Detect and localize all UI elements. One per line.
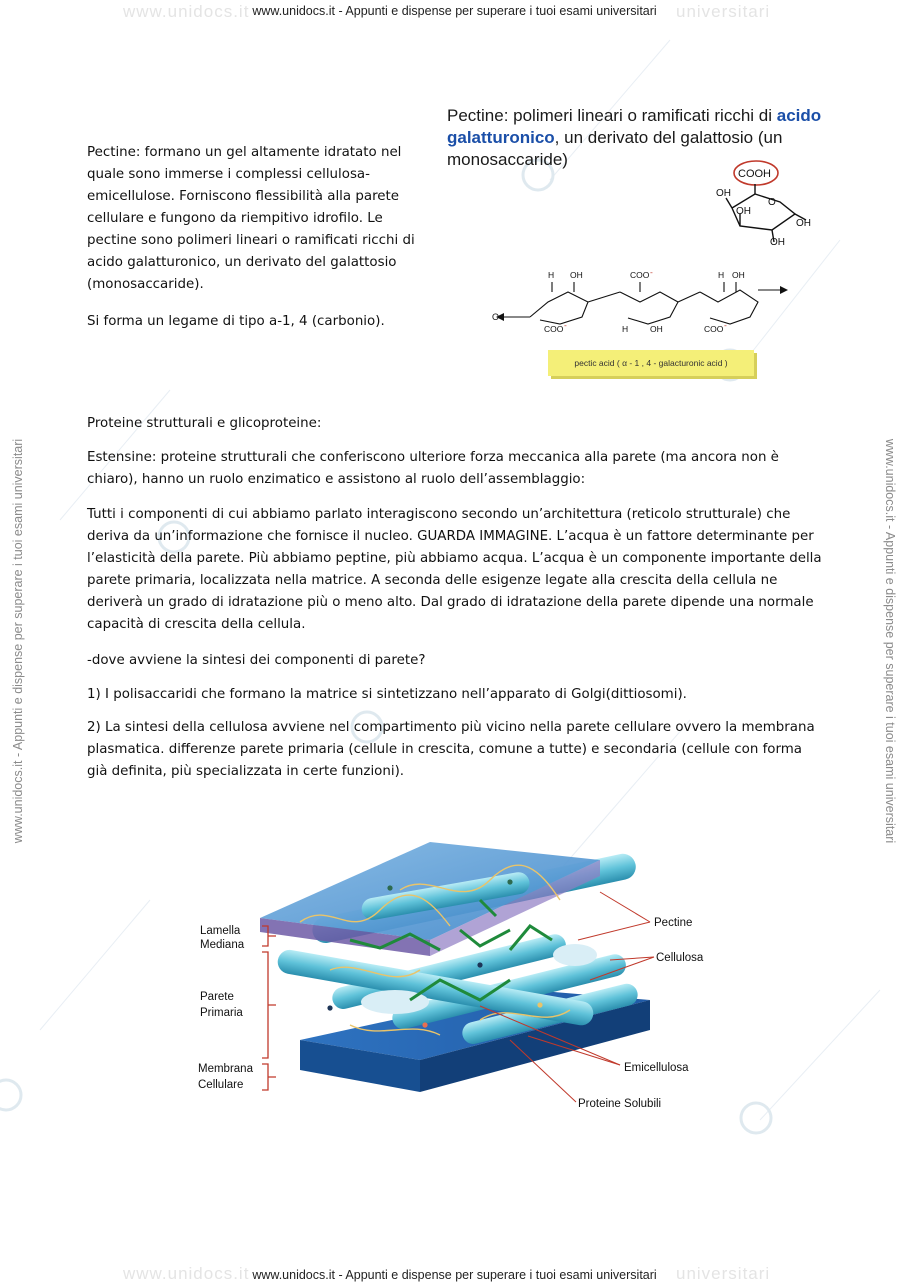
- paragraph-cellulosa: 2) La sintesi della cellulosa avviene nel compartimento più vicino nella parete cellulare ovvero la membrana plasmatica. differenze parete primaria (cellule in crescita, comune a tutte) e secondaria (cellule con forma già definita, più specializzata in certe funzioni).: [87, 720, 815, 779]
- ghost-watermark-bottom-left: www.unidocs.it: [123, 1264, 250, 1283]
- pectine-paragraph: Pectine: formano un gel altamente idratato nel quale sono immerse i complessi cellulosa-emicellulose. Forniscono flessibilità alla parete cellulare e fungono da riempitivo idrofilo. Le pectine sono polimeri lineari o ramificati ricchi di acido galatturonico, un derivato del galattosio (monosaccaride).: [87, 145, 415, 292]
- chain-minus-2: -: [564, 320, 567, 330]
- chain-coo-1: COO: [630, 270, 650, 280]
- logo-icon: [741, 1103, 771, 1133]
- pectic-acid-caption: pectic acid ( α - 1 , 4 - galacturonic acid ): [548, 350, 754, 376]
- chain-h-3: H: [622, 324, 629, 334]
- paragraph-estensine: Estensine: proteine strutturali che conferiscono ulteriore forza meccanica alla parete (ma ancora non è chiaro), hanno un ruolo enzimatico e assistono al ruolo dell’assemblaggio:: [87, 450, 779, 487]
- ring-oxygen: O: [768, 197, 776, 208]
- section-heading: Proteine strutturali e glicoproteine:: [87, 416, 322, 431]
- label-lamella-1: Lamella: [200, 925, 241, 937]
- cell-wall-diagram: [180, 830, 740, 1120]
- pectic-acid-chain: [490, 262, 800, 342]
- label-membrana-2: Cellulare: [198, 1079, 244, 1091]
- galacturonic-acid-structure: [700, 158, 850, 258]
- chain-minus-1: -: [650, 267, 653, 277]
- side-watermark-right: www.unidocs.it - Appunti e dispense per superare i tuoi esami universitari: [883, 438, 897, 844]
- chain-coo-3: COO: [704, 324, 724, 334]
- paragraph-golgi: 1) I polisaccaridi che formano la matrice si sintetizzano nell’apparato di Golgi(dittiosomi).: [87, 687, 687, 702]
- chain-oh-1: OH: [570, 270, 583, 280]
- label-pectine: Pectine: [654, 917, 693, 929]
- footer-watermark: www.unidocs.it - Appunti e dispense per superare i tuoi esami universitari: [252, 1268, 657, 1282]
- label-parete-2: Primaria: [200, 1007, 243, 1019]
- header-watermark: www.unidocs.it - Appunti e dispense per superare i tuoi esami universitari: [252, 4, 657, 18]
- cooh-label: COOH: [738, 168, 771, 180]
- chain-minus-3: -: [724, 320, 727, 330]
- oh-label-3: OH: [796, 218, 811, 229]
- label-parete-1: Parete: [200, 991, 234, 1003]
- label-proteine-solubili: Proteine Solubili: [578, 1098, 662, 1110]
- label-lamella-2: Mediana: [200, 939, 245, 951]
- chain-oh-3: OH: [650, 324, 663, 334]
- oh-label-2: OH: [736, 206, 751, 217]
- paragraph-architettura: Tutti i componenti di cui abbiamo parlato interagiscono secondo un’architettura (reticolo strutturale) che deriva da un’informazione che fornisce il nucleo. GUARDA IMMAGINE. L’acqua è un fattore determinante per l’elasticità della parete. Più abbiamo peptine, più abbiamo acqua. L’acqua è un componente importante della parete primaria, localizzata nella matrice. A seconda delle esigenze legate alla crescita della cellula ne deriverà un grado di idratazione più o meno alto. Dal grado di idratazione della parete dipende una normale capacità di crescita della cellula.: [87, 507, 822, 632]
- title-highlight: acido galatturonico: [447, 106, 822, 147]
- chain-h-1: H: [548, 270, 555, 280]
- bond-paragraph: Si forma un legame di tipo a-1, 4 (carbonio).: [87, 314, 385, 329]
- oh-label-1: OH: [716, 188, 731, 199]
- ghost-watermark-bottom-right: universitari: [676, 1264, 771, 1283]
- logo-icon: [0, 1080, 21, 1110]
- ghost-watermark-top-left: www.unidocs.it: [123, 2, 250, 21]
- label-membrana-1: Membrana: [198, 1063, 253, 1075]
- chain-h-2: H: [718, 270, 725, 280]
- title-part-2: , un derivato del galattosio (un monosaccaride): [447, 128, 783, 169]
- title-part-1: Pectine: polimeri lineari o ramificati ricchi di: [447, 106, 773, 125]
- label-emicellulosa: Emicellulosa: [624, 1062, 689, 1074]
- side-watermark-left: www.unidocs.it - Appunti e dispense per superare i tuoi esami universitari: [11, 438, 25, 844]
- oh-label-4: OH: [770, 237, 785, 248]
- brackets: [262, 926, 276, 1090]
- paragraph-question: -dove avviene la sintesi dei componenti di parete?: [87, 653, 426, 668]
- label-cellulosa: Cellulosa: [656, 952, 704, 964]
- chain-o-left: O: [492, 312, 500, 322]
- ghost-watermark-top-right: universitari: [676, 2, 771, 21]
- chain-coo-2: COO: [544, 324, 564, 334]
- chain-oh-2: OH: [732, 270, 745, 280]
